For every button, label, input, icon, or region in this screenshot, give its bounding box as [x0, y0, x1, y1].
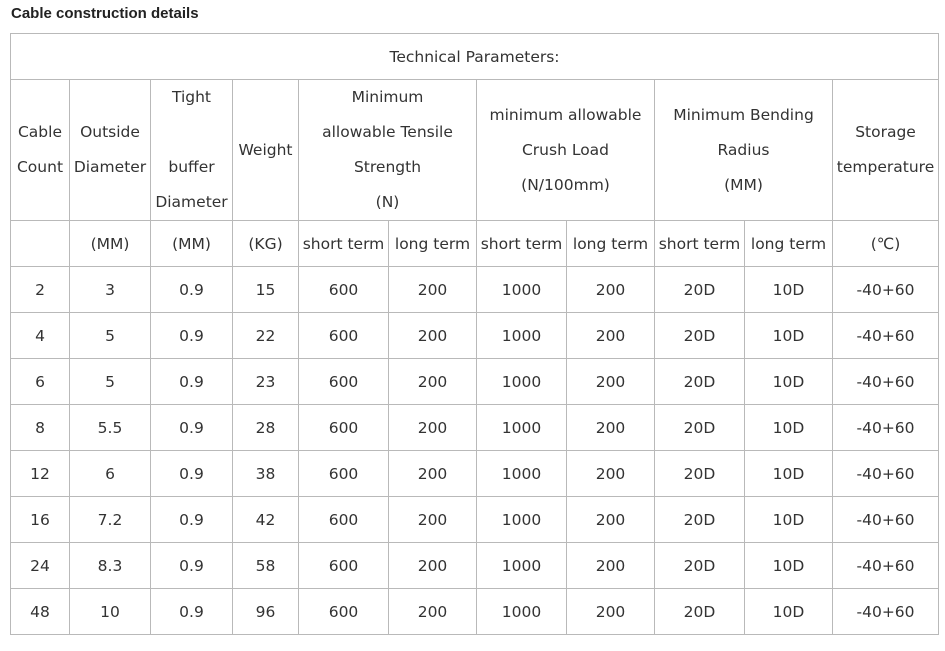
cell-tight-buffer-diameter: 0.9	[151, 405, 233, 451]
unit-tensile-long: long term	[389, 221, 477, 267]
cell-weight: 23	[233, 359, 299, 405]
cell-weight: 58	[233, 543, 299, 589]
cell-bending-short-term: 20D	[655, 543, 745, 589]
cell-storage-temperature: -40+60	[833, 313, 939, 359]
cell-weight: 22	[233, 313, 299, 359]
cell-tight-buffer-diameter: 0.9	[151, 497, 233, 543]
cell-tight-buffer-diameter: 0.9	[151, 267, 233, 313]
unit-crush-long: long term	[567, 221, 655, 267]
header-outside-diameter: Outside Diameter	[70, 80, 151, 221]
cell-bending-short-term: 20D	[655, 267, 745, 313]
cable-spec-table	[10, 33, 939, 635]
cell-crush-long-term: 200	[567, 359, 655, 405]
cell-storage-temperature: -40+60	[833, 543, 939, 589]
cell-tensile-long-term: 200	[389, 405, 477, 451]
cell-cable-count: 2	[11, 267, 70, 313]
table-unit-row	[11, 221, 939, 267]
table-row	[11, 359, 939, 405]
cell-crush-short-term: 1000	[477, 359, 567, 405]
cell-bending-short-term: 20D	[655, 497, 745, 543]
cell-weight: 28	[233, 405, 299, 451]
cell-storage-temperature: -40+60	[833, 451, 939, 497]
cell-tight-buffer-diameter: 0.9	[151, 313, 233, 359]
cell-tensile-long-term: 200	[389, 543, 477, 589]
cell-storage-temperature: -40+60	[833, 589, 939, 635]
cell-crush-short-term: 1000	[477, 405, 567, 451]
cell-outside-diameter: 6	[70, 451, 151, 497]
cell-cable-count: 12	[11, 451, 70, 497]
cell-bending-long-term: 10D	[745, 543, 833, 589]
cell-crush-long-term: 200	[567, 589, 655, 635]
cell-tensile-long-term: 200	[389, 267, 477, 313]
cell-tight-buffer-diameter: 0.9	[151, 451, 233, 497]
cell-tight-buffer-diameter: 0.9	[151, 543, 233, 589]
cell-outside-diameter: 8.3	[70, 543, 151, 589]
cell-bending-long-term: 10D	[745, 313, 833, 359]
table-row	[11, 543, 939, 589]
cell-bending-short-term: 20D	[655, 313, 745, 359]
cell-bending-long-term: 10D	[745, 451, 833, 497]
cell-tensile-short-term: 600	[299, 313, 389, 359]
cell-tensile-long-term: 200	[389, 359, 477, 405]
cell-crush-short-term: 1000	[477, 267, 567, 313]
cell-tensile-long-term: 200	[389, 313, 477, 359]
header-weight: Weight	[233, 80, 299, 221]
cell-outside-diameter: 5.5	[70, 405, 151, 451]
cell-bending-long-term: 10D	[745, 497, 833, 543]
cell-cable-count: 6	[11, 359, 70, 405]
cell-crush-long-term: 200	[567, 451, 655, 497]
cell-weight: 15	[233, 267, 299, 313]
unit-weight: (KG)	[233, 221, 299, 267]
cell-crush-short-term: 1000	[477, 589, 567, 635]
cell-crush-long-term: 200	[567, 405, 655, 451]
header-storage-temperature: Storage temperature	[833, 80, 939, 221]
cell-tensile-short-term: 600	[299, 451, 389, 497]
table-row	[11, 405, 939, 451]
cell-tensile-short-term: 600	[299, 267, 389, 313]
cell-tensile-short-term: 600	[299, 497, 389, 543]
cell-bending-short-term: 20D	[655, 359, 745, 405]
cell-tensile-short-term: 600	[299, 405, 389, 451]
cell-bending-short-term: 20D	[655, 451, 745, 497]
cell-cable-count: 8	[11, 405, 70, 451]
cell-bending-long-term: 10D	[745, 267, 833, 313]
unit-bending-long: long term	[745, 221, 833, 267]
cell-weight: 42	[233, 497, 299, 543]
table-body	[11, 267, 939, 635]
cell-outside-diameter: 5	[70, 313, 151, 359]
cell-storage-temperature: -40+60	[833, 405, 939, 451]
header-tensile-strength: Minimum allowable Tensile Strength (N)	[299, 80, 477, 221]
cell-crush-short-term: 1000	[477, 497, 567, 543]
cell-cable-count: 48	[11, 589, 70, 635]
cell-bending-short-term: 20D	[655, 589, 745, 635]
cell-weight: 96	[233, 589, 299, 635]
table-row	[11, 267, 939, 313]
unit-bending-short: short term	[655, 221, 745, 267]
cell-crush-short-term: 1000	[477, 543, 567, 589]
cell-tensile-long-term: 200	[389, 497, 477, 543]
cell-outside-diameter: 3	[70, 267, 151, 313]
cell-bending-long-term: 10D	[745, 359, 833, 405]
cell-tensile-long-term: 200	[389, 589, 477, 635]
cell-crush-short-term: 1000	[477, 451, 567, 497]
unit-cable-count	[11, 221, 70, 267]
header-tight-buffer-diameter: Tight buffer Diameter	[151, 80, 233, 221]
page-heading: Cable construction details	[11, 5, 199, 22]
cell-tight-buffer-diameter: 0.9	[151, 359, 233, 405]
table-row	[11, 497, 939, 543]
cell-crush-long-term: 200	[567, 267, 655, 313]
table-row	[11, 313, 939, 359]
table-title: Technical Parameters:	[11, 34, 939, 80]
cell-crush-long-term: 200	[567, 497, 655, 543]
table-header-row	[11, 80, 939, 221]
unit-outside-diameter: (MM)	[70, 221, 151, 267]
cell-tensile-short-term: 600	[299, 543, 389, 589]
header-crush-load: minimum allowable Crush Load (N/100mm)	[477, 80, 655, 221]
unit-tight-buffer: (MM)	[151, 221, 233, 267]
unit-storage: (℃)	[833, 221, 939, 267]
cell-tensile-long-term: 200	[389, 451, 477, 497]
cell-tight-buffer-diameter: 0.9	[151, 589, 233, 635]
table-row	[11, 451, 939, 497]
cell-cable-count: 4	[11, 313, 70, 359]
cell-cable-count: 16	[11, 497, 70, 543]
cell-tensile-short-term: 600	[299, 589, 389, 635]
cell-crush-short-term: 1000	[477, 313, 567, 359]
header-bending-radius: Minimum Bending Radius (MM)	[655, 80, 833, 221]
cell-bending-short-term: 20D	[655, 405, 745, 451]
cell-cable-count: 24	[11, 543, 70, 589]
cell-crush-long-term: 200	[567, 543, 655, 589]
cell-crush-long-term: 200	[567, 313, 655, 359]
cell-storage-temperature: -40+60	[833, 497, 939, 543]
table-row	[11, 589, 939, 635]
cell-bending-long-term: 10D	[745, 589, 833, 635]
table-title-row	[11, 34, 939, 80]
cell-outside-diameter: 7.2	[70, 497, 151, 543]
cell-tensile-short-term: 600	[299, 359, 389, 405]
cell-weight: 38	[233, 451, 299, 497]
header-cable-count: Cable Count	[11, 80, 70, 221]
cell-outside-diameter: 5	[70, 359, 151, 405]
cell-storage-temperature: -40+60	[833, 267, 939, 313]
cell-outside-diameter: 10	[70, 589, 151, 635]
unit-tensile-short: short term	[299, 221, 389, 267]
unit-crush-short: short term	[477, 221, 567, 267]
cell-storage-temperature: -40+60	[833, 359, 939, 405]
cell-bending-long-term: 10D	[745, 405, 833, 451]
